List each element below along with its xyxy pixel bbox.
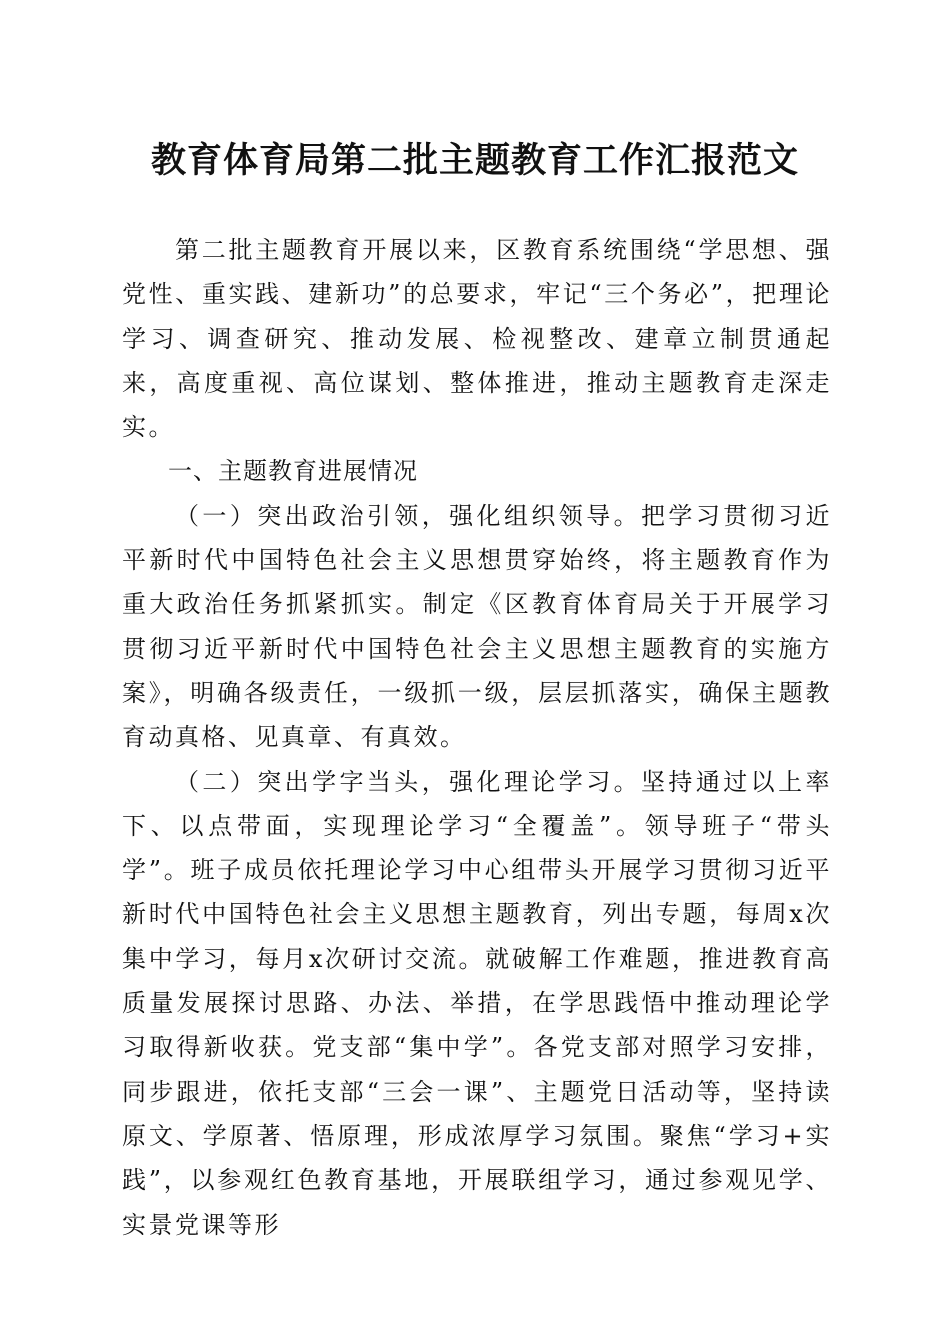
paragraph-theory-study: （二）突出学字当头，强化理论学习。坚持通过以上率下、以点带面，实现理论学习“全覆盖”。领导班子“带头学”。班子成员依托理论学习中心组带头开展学习贯彻习近平新时代中国特色社会主义思想主题教育，列出专题，每周x次集中学习，每月x次研讨交流。就破解工作难题，推进教育高质量发展探讨思路、办法、举措，在学思践悟中推动理论学习取得新收获。党支部“集中学”。各党支部对照学习安排，同步跟进，依托支部“三会一课”、主题党日活动等，坚持读原文、学原著、悟原理，形成浓厚学习氛围。聚焦“学习+实践”，以参观红色教育基地，开展联组学习，通过参观见学、实景党课等形 — [122, 767, 832, 1239]
document-title: 教育体育局第二批主题教育工作汇报范文 — [150, 140, 799, 181]
section-heading: 一、主题教育进展情况 — [168, 457, 418, 486]
paragraph-political-leadership: （一）突出政治引领，强化组织领导。把学习贯彻习近平新时代中国特色社会主义思想贯穿始终，将主题教育作为重大政治任务抓紧抓实。制定《区教育体育局关于开展学习贯彻习近平新时代中国特色社会主义思想主题教育的实施方案》，明确各级责任，一级抓一级，层层抓落实，确保主题教育动真格、见真章、有真效。 — [122, 501, 832, 752]
document-body — [122, 228, 832, 1247]
intro-paragraph: 第二批主题教育开展以来，区教育系统围绕“学思想、强党性、重实践、建新功”的总要求，牢记“三个务必”，把理论学习、调查研究、推动发展、检视整改、建章立制贯通起来，高度重视、高位谋划、整体推进，推动主题教育走深走实。 — [122, 236, 832, 442]
